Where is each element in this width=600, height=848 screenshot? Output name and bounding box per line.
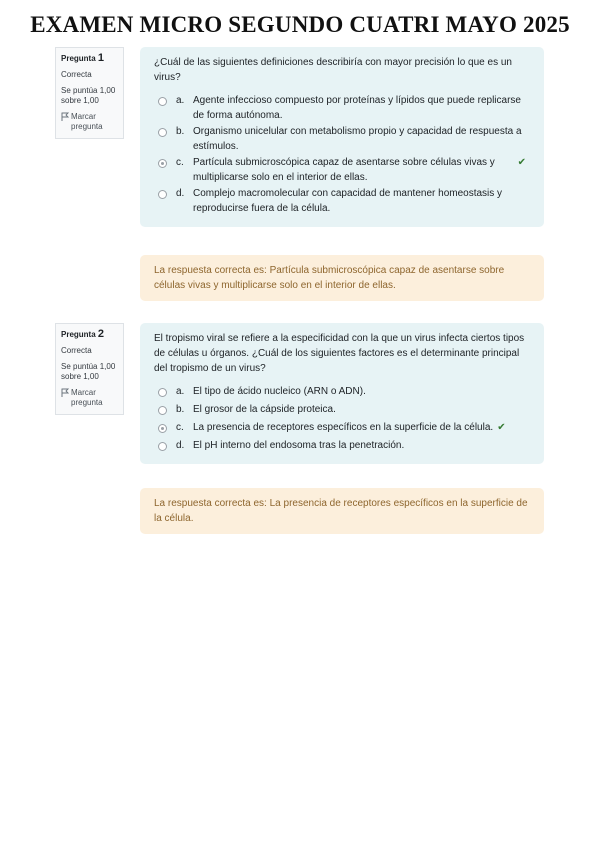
question-info-1	[55, 47, 124, 139]
answer-options	[158, 384, 530, 453]
option-text: Agente infeccioso compuesto por proteínas y lípidos que puede replicarse de forma autónoma.	[193, 95, 521, 121]
answer-option-d[interactable]	[158, 438, 530, 453]
question-state: Correcta	[61, 346, 92, 355]
radio-button[interactable]	[158, 388, 167, 397]
question-number	[61, 328, 118, 340]
option-text: El tipo de ácido nucleico (ARN o ADN).	[193, 386, 366, 397]
answer-option-b[interactable]	[158, 402, 530, 417]
radio-button[interactable]	[158, 442, 167, 451]
question-number-value: 2	[97, 328, 105, 340]
page-title: EXAMEN MICRO SEGUNDO CUATRI MAYO 2025	[30, 12, 570, 37]
question-state: Correcta	[61, 70, 92, 79]
answer-option-a[interactable]	[158, 93, 530, 123]
question-label: Pregunta	[61, 54, 96, 63]
option-letter: b.	[176, 404, 185, 415]
option-letter: b.	[176, 126, 185, 137]
radio-button[interactable]	[158, 190, 167, 199]
flag-icon[interactable]	[61, 112, 69, 132]
question-formulation-1	[140, 47, 544, 227]
option-letter: a.	[176, 386, 185, 397]
option-text: El pH interno del endosoma tras la penetración.	[193, 440, 405, 451]
question-number	[61, 52, 118, 64]
radio-button[interactable]	[158, 97, 167, 106]
option-letter: c.	[176, 422, 184, 433]
option-letter: d.	[176, 188, 185, 199]
option-text: Partícula submicroscópica capaz de asentarse sobre células vivas y multiplicarse solo en el interior de ellas.	[193, 157, 495, 183]
answer-option-c[interactable]	[158, 420, 530, 435]
question-text: El tropismo viral se refiere a la especificidad con la que un virus infecta ciertos tipos de células u órganos. ¿Cuál de los siguientes factores es el determinante principal del tropismo de un virus?	[154, 333, 525, 374]
option-text: Organismo unicelular con metabolismo propio y capacidad de respuesta a estímulos.	[193, 126, 522, 152]
option-letter: a.	[176, 95, 185, 106]
question-formulation-2	[140, 323, 544, 464]
flag-question-link[interactable]	[61, 112, 118, 132]
flag-icon[interactable]	[61, 388, 69, 408]
question-grade: Se puntúa 1,00 sobre 1,00	[61, 362, 116, 381]
radio-button-selected[interactable]	[158, 424, 167, 433]
flag-label[interactable]: Marcar pregunta	[71, 112, 103, 131]
flag-label[interactable]: Marcar pregunta	[71, 388, 103, 407]
question-text: ¿Cuál de las siguientes definiciones describiría con mayor precisión lo que es un virus?	[154, 57, 512, 83]
question-grade: Se puntúa 1,00 sobre 1,00	[61, 86, 116, 105]
radio-button[interactable]	[158, 128, 167, 137]
option-letter: d.	[176, 440, 185, 451]
option-text: Complejo macromolecular con capacidad de mantener homeostasis y reproducirse fuera de la célula.	[193, 188, 503, 214]
answer-option-b[interactable]	[158, 124, 530, 154]
answer-option-a[interactable]	[158, 384, 530, 399]
question-label: Pregunta	[61, 330, 96, 339]
correct-check-icon: ✔	[497, 422, 506, 433]
option-letter: c.	[176, 157, 184, 168]
option-text: La presencia de receptores específicos en la superficie de la célula.	[193, 422, 494, 433]
question-info-2	[55, 323, 124, 415]
answer-options	[158, 93, 530, 216]
answer-option-d[interactable]	[158, 186, 530, 216]
correct-check-icon: ✔	[517, 157, 526, 168]
radio-button[interactable]	[158, 406, 167, 415]
answer-option-c[interactable]	[158, 155, 530, 185]
option-text: El grosor de la cápside proteica.	[193, 404, 336, 415]
correct-answer-feedback-2: La respuesta correcta es: La presencia de receptores específicos en la superficie de la célula.	[140, 488, 544, 534]
flag-question-link[interactable]	[61, 388, 118, 408]
question-number-value: 1	[97, 52, 105, 64]
radio-button-selected[interactable]	[158, 159, 167, 168]
correct-answer-feedback-1: La respuesta correcta es: Partícula submicroscópica capaz de asentarse sobre células vivas y multiplicarse solo en el interior de ellas.	[140, 255, 544, 301]
